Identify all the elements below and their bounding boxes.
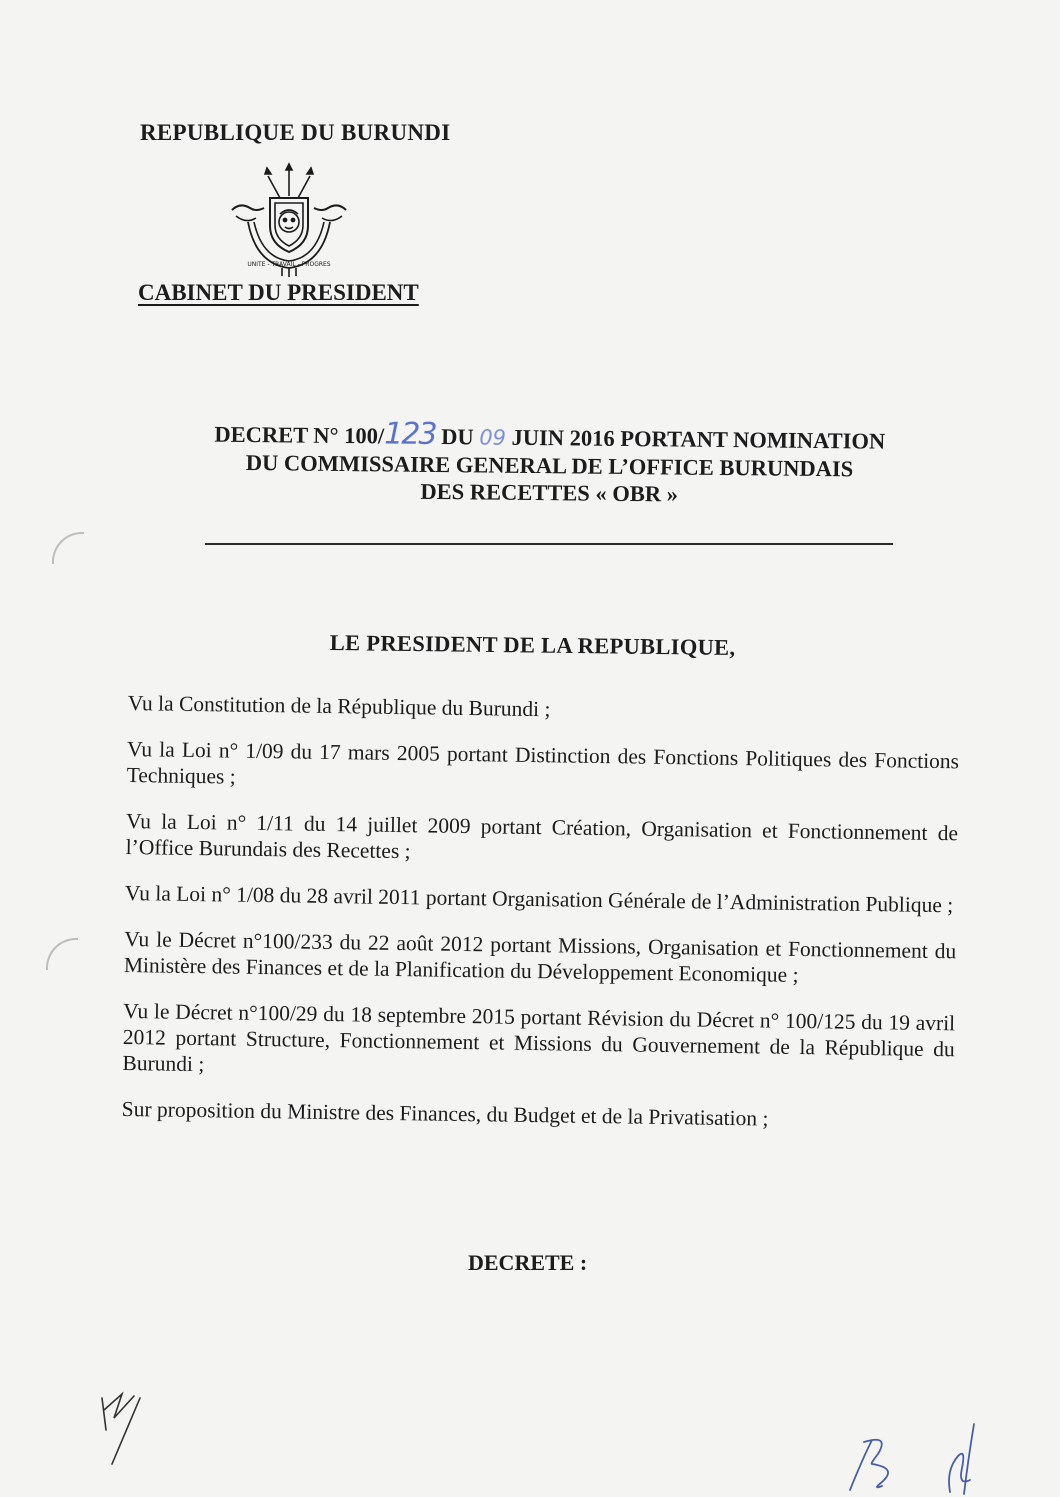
burundi-coat-of-arms-icon — [226, 162, 352, 280]
consideration-5: Vu le Décret n°100/233 du 22 août 2012 portant Missions, Organisation et Fonctionnement du Ministère des Finances et de la Planification du Développement Economique ; — [123, 926, 957, 987]
consideration-1: Vu la Constitution de la République du Burundi ; — [127, 690, 551, 722]
decree-date-rest: JUIN 2016 PORTANT NOMINATION — [505, 424, 886, 454]
punch-hole-bottom — [46, 938, 78, 970]
consideration-4: Vu la Loi n° 1/08 du 28 avril 2011 portant Organisation Générale de l’Administration Publique ; — [124, 880, 954, 918]
cabinet-heading: CABINET DU PRESIDENT — [138, 280, 419, 305]
republic-heading: REPUBLIQUE DU BURUNDI — [140, 120, 451, 145]
initials-right-icon — [842, 1420, 992, 1497]
consideration-7: Sur proposition du Ministre des Finances, du Budget et de la Privatisation ; — [121, 1096, 769, 1131]
considerations-list — [121, 690, 960, 1152]
decrees-heading: DECRETE : — [468, 1250, 588, 1275]
handwritten-day: 09 — [479, 425, 507, 450]
consideration-2: Vu la Loi n° 1/09 du 17 mars 2005 portant Distinction des Fonctions Politiques des Fonctions Techniques ; — [126, 736, 960, 789]
decree-title — [149, 418, 950, 510]
handwritten-decree-number: 123 — [384, 416, 436, 452]
decree-title-line2: DU COMMISSAIRE GENERAL DE L’OFFICE BURUNDAIS — [245, 450, 854, 482]
decree-title-line3: DES RECETTES « OBR » — [420, 478, 679, 507]
svg-text:UNITE - TRAVAIL - PROGRES: UNITE - TRAVAIL - PROGRES — [247, 261, 331, 268]
title-divider — [205, 543, 893, 545]
punch-hole-top — [52, 532, 84, 564]
authority-heading: LE PRESIDENT DE LA REPUBLIQUE, — [329, 630, 736, 660]
consideration-3: Vu la Loi n° 1/11 du 14 juillet 2009 portant Création, Organisation et Fonctionnement de l’Office Burundais des Recettes ; — [125, 808, 959, 864]
decree-du: DU — [435, 423, 480, 450]
decree-prefix: DECRET N° 100/ — [214, 421, 385, 449]
consideration-6: Vu le Décret n°100/29 du 18 septembre 2015 portant Révision du Décret n° 100/125 du 19 avril 2012 portant Structure, Fonctionnement et Missions du Gouvernement de la République du Burundi ; — [122, 998, 956, 1077]
initials-left-icon — [92, 1390, 152, 1470]
